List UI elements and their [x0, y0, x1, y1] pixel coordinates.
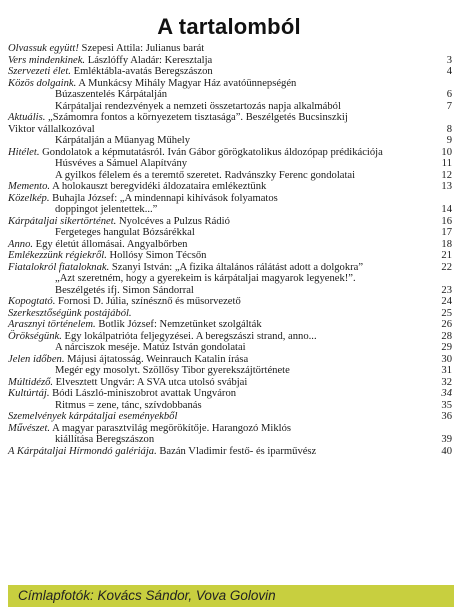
toc-section-label: Kopogtató.	[8, 296, 56, 307]
toc-page-number: 40	[441, 445, 452, 457]
toc-entry-title: kiállítása Beregszászon	[55, 434, 155, 445]
toc-section-label: Szemelvények kárpátaljai eseményekből	[8, 411, 178, 422]
toc-section-label: Hitélet.	[8, 146, 40, 158]
toc-page-number: 35	[441, 399, 452, 411]
toc-entry	[8, 400, 452, 412]
toc-entry-title: Búzaszentelés Kárpátalján	[55, 89, 168, 100]
toc-entry	[8, 342, 452, 354]
toc-page-number: 12	[441, 169, 452, 181]
toc-entry-text	[55, 204, 157, 216]
toc-page-number: 28	[441, 330, 452, 342]
toc-section-label: Múltidéző.	[8, 376, 54, 388]
toc-entry-title: Húsvéves a Sámuel Alapítvány	[55, 158, 188, 169]
toc-entry-text	[55, 400, 202, 412]
toc-entry-text	[55, 285, 194, 297]
toc-entry-title: Buhajla József: „A mindennapi kihívások folyamatos	[49, 192, 278, 204]
toc-entry-text	[8, 262, 363, 274]
toc-entry	[8, 331, 452, 343]
toc-entry-title: Egy lokálpatrióta feljegyzései. A beregszászi strand, anno...	[61, 330, 317, 342]
toc-entry-title: Bazán Vladimir festő- és iparművész	[156, 445, 317, 457]
toc-entry-title: A Munkácsy Mihály Magyar Ház avatóünnepségén	[76, 77, 297, 89]
toc-entry-title: Fergeteges hangulat Bózsárékkal	[55, 227, 195, 238]
toc-entry-title: A gyilkos félelem és a teremtő szeretet. Radvánszky Ferenc gondolatai	[55, 169, 356, 181]
toc-entry-title: Botlik József: Nemzetünket szolgálták	[95, 319, 262, 330]
toc-entry-text	[8, 181, 266, 193]
toc-entry-text	[55, 89, 167, 101]
toc-entry-title: Lászlóffy Aladár: Keresztalja	[85, 54, 213, 66]
toc-entry-title: Viktor vállalkozóval	[8, 123, 95, 135]
toc-section-label: Kárpátaljai sikertörténet.	[8, 215, 117, 227]
toc-entry-text	[8, 423, 291, 435]
toc-section-label: Kultúrtáj.	[8, 388, 50, 399]
toc-entry	[8, 296, 452, 308]
toc-entry	[8, 239, 452, 251]
toc-entry	[8, 434, 452, 446]
toc-entry-text	[8, 354, 248, 366]
toc-entry	[8, 55, 452, 67]
toc-entry-text	[8, 388, 236, 400]
toc-entry	[8, 78, 452, 90]
toc-entry	[8, 216, 452, 228]
toc-entry-text	[55, 135, 190, 147]
page-title: A tartalomból	[157, 14, 301, 39]
toc-entry	[8, 170, 452, 182]
toc-entry	[8, 124, 452, 136]
toc-section-label: Szerkesztőségünk postájából.	[8, 307, 132, 319]
toc-entry	[8, 446, 452, 458]
toc-entry	[8, 319, 452, 331]
toc-entry-title: Kárpátaljai rendezvények a nemzeti összetartozás napja alkalmából	[55, 100, 341, 112]
toc-entry-text	[8, 250, 206, 262]
toc-entry-text	[8, 66, 213, 78]
toc-entry-title: Nyolcéves a Pulzus Rádió	[116, 215, 230, 227]
toc-page-number: 7	[446, 100, 452, 112]
toc-entry-text	[8, 331, 317, 343]
toc-page-number: 39	[441, 434, 452, 445]
toc-page-number: 21	[441, 250, 452, 261]
toc-entry-text	[8, 147, 383, 159]
toc-entry-text	[8, 193, 278, 205]
toc-page-number: 29	[441, 342, 452, 353]
toc-page-number: 11	[441, 158, 452, 169]
toc-section-label: Arasznyi történelem.	[8, 319, 96, 330]
toc-page-number: 6	[446, 89, 452, 100]
toc-section-label: Memento.	[8, 181, 51, 192]
table-of-contents	[8, 43, 452, 457]
toc-entry	[8, 193, 452, 205]
toc-entry-text	[55, 170, 355, 182]
toc-page-number: 16	[441, 215, 452, 227]
toc-entry	[8, 135, 452, 147]
toc-section-label: Vers mindenkinek.	[8, 54, 86, 66]
toc-entry	[8, 262, 452, 274]
toc-entry	[8, 43, 452, 55]
toc-page-number: 23	[441, 284, 452, 296]
toc-section-label: Fiatalokról fiataloknak.	[8, 261, 110, 273]
toc-entry	[8, 147, 452, 159]
toc-page-number: 17	[441, 227, 452, 238]
toc-entry	[8, 101, 452, 113]
toc-entry	[8, 377, 452, 389]
toc-entry	[8, 112, 452, 124]
toc-entry-title: Bódi László-miniszobrot avattak Ungváron	[49, 388, 237, 399]
toc-page-number: 36	[441, 411, 452, 422]
toc-entry-title: Elvesztett Ungvár: A SVA utca utolsó svábjai	[53, 376, 248, 388]
toc-entry	[8, 365, 452, 377]
toc-section-label: Közös dolgaink.	[8, 77, 77, 89]
toc-entry-text	[8, 239, 187, 251]
toc-entry	[8, 204, 452, 216]
toc-entry-text	[8, 124, 95, 136]
toc-entry-text	[55, 273, 356, 285]
toc-section-label: Anno.	[8, 238, 34, 250]
toc-page-number: 34	[441, 388, 452, 399]
toc-entry-title: Ritmus = zene, tánc, szívdobbanás	[55, 399, 202, 411]
toc-page-number: 30	[441, 353, 452, 365]
toc-entry-text	[8, 216, 230, 228]
toc-section-label: Emlékezzünk régiekről.	[8, 250, 107, 261]
toc-page-number: 3	[446, 54, 452, 66]
toc-entry-title: Szanyi István: „A fizika általános rálátást adott a dolgokra”	[109, 261, 364, 273]
toc-entry-title: „Számomra fontos a környezetem tisztasága”. Beszélgetés Bucsinszkij	[45, 112, 348, 123]
toc-entry-title: „Azt szeretném, hogy a gyerekeim is kárpátaljai magyarok legyenek!”.	[55, 273, 356, 284]
toc-page-number: 32	[441, 376, 452, 388]
toc-entry	[8, 227, 452, 239]
toc-entry-text	[55, 101, 341, 113]
toc-page-number: 13	[441, 181, 452, 192]
toc-page-number: 18	[441, 238, 452, 250]
toc-entry-text	[55, 158, 187, 170]
toc-page-number: 8	[446, 123, 452, 135]
cover-photo-credits	[8, 585, 454, 607]
toc-entry	[8, 250, 452, 262]
toc-entry-text	[8, 78, 296, 90]
toc-section-label: A Kárpátaljai Hírmondó galériája.	[8, 445, 157, 457]
toc-entry	[8, 66, 452, 78]
toc-entry-text	[8, 55, 212, 67]
toc-entry-text	[55, 434, 154, 446]
toc-page-number: 22	[441, 261, 452, 273]
toc-entry-title: Emléktábla-avatás Beregszászon	[70, 66, 213, 77]
toc-entry-title: A holokauszt beregvidéki áldozataira emlékeztünk	[50, 181, 267, 192]
toc-entry	[8, 423, 452, 435]
toc-entry-title: Egy életút állomásai. Angyalbőrben	[33, 238, 188, 250]
toc-page-number: 24	[441, 296, 452, 307]
toc-section-label: Szervezeti élet.	[8, 66, 71, 77]
toc-entry-title: Szepesi Attila: Julianus barát	[78, 43, 205, 54]
toc-entry-text	[55, 227, 195, 239]
toc-entry	[8, 411, 452, 423]
toc-page-number: 9	[446, 135, 452, 146]
toc-section-label: Olvassuk együtt!	[8, 43, 79, 54]
toc-entry	[8, 273, 452, 285]
toc-entry	[8, 158, 452, 170]
toc-entry-text	[8, 308, 132, 320]
toc-entry-text	[8, 411, 177, 423]
toc-page-number: 26	[441, 319, 452, 330]
toc-entry	[8, 285, 452, 297]
cover-photo-credits-text: Címlapfotók: Kovács Sándor, Vova Golovin	[18, 588, 276, 603]
toc-page-number: 31	[441, 365, 452, 376]
toc-entry	[8, 89, 452, 101]
toc-section-label: Aktuális.	[8, 112, 46, 123]
toc-section-label: Jelen időben.	[8, 353, 65, 365]
toc-entry-text	[8, 377, 247, 389]
toc-section-label: Örökségünk.	[8, 330, 62, 342]
toc-page-number: 25	[441, 307, 452, 319]
toc-section-label: Művészet.	[8, 422, 51, 434]
toc-entry-title: doppingot jelentettek...”	[55, 204, 158, 215]
toc-entry-title: A nárciszok meséje. Matúz István gondolatai	[55, 342, 246, 353]
toc-page-number: 10	[441, 146, 452, 158]
toc-entry-text	[8, 446, 316, 458]
toc-entry-title: Fornosi D. Júlia, színésznő és műsorvezető	[55, 296, 241, 307]
toc-entry	[8, 181, 452, 193]
toc-entry-text	[8, 296, 241, 308]
toc-entry-text	[8, 319, 262, 331]
toc-entry-text	[55, 365, 290, 377]
toc-entry-text	[55, 342, 246, 354]
toc-entry-text	[8, 112, 348, 124]
toc-entry	[8, 388, 452, 400]
toc-entry-title: Hollósy Simon Técsőn	[106, 250, 207, 261]
toc-section-label: Közelkép.	[8, 192, 50, 204]
toc-entry-title: Kárpátalján a Műanyag Műhely	[55, 135, 191, 146]
toc-entry-title: A magyar parasztvilág megörökítője. Harangozó Miklós	[50, 422, 292, 434]
toc-entry-text	[8, 43, 204, 55]
toc-page-number: 14	[441, 204, 452, 215]
toc-entry	[8, 354, 452, 366]
toc-entry-title: Májusi ájtatosság. Weinrauch Katalin írása	[64, 353, 249, 365]
toc-entry-title: Beszélgetés ifj. Simon Sándorral	[55, 284, 194, 296]
toc-page-number: 4	[446, 66, 452, 77]
toc-entry	[8, 308, 452, 320]
toc-entry-title: Megér egy mosolyt. Szöllősy Tibor gyerekszájtörténete	[55, 365, 290, 376]
toc-entry-title: Gondolatok a képmutatásról. Iván Gábor görögkatolikus áldozópap prédikációja	[39, 146, 383, 158]
